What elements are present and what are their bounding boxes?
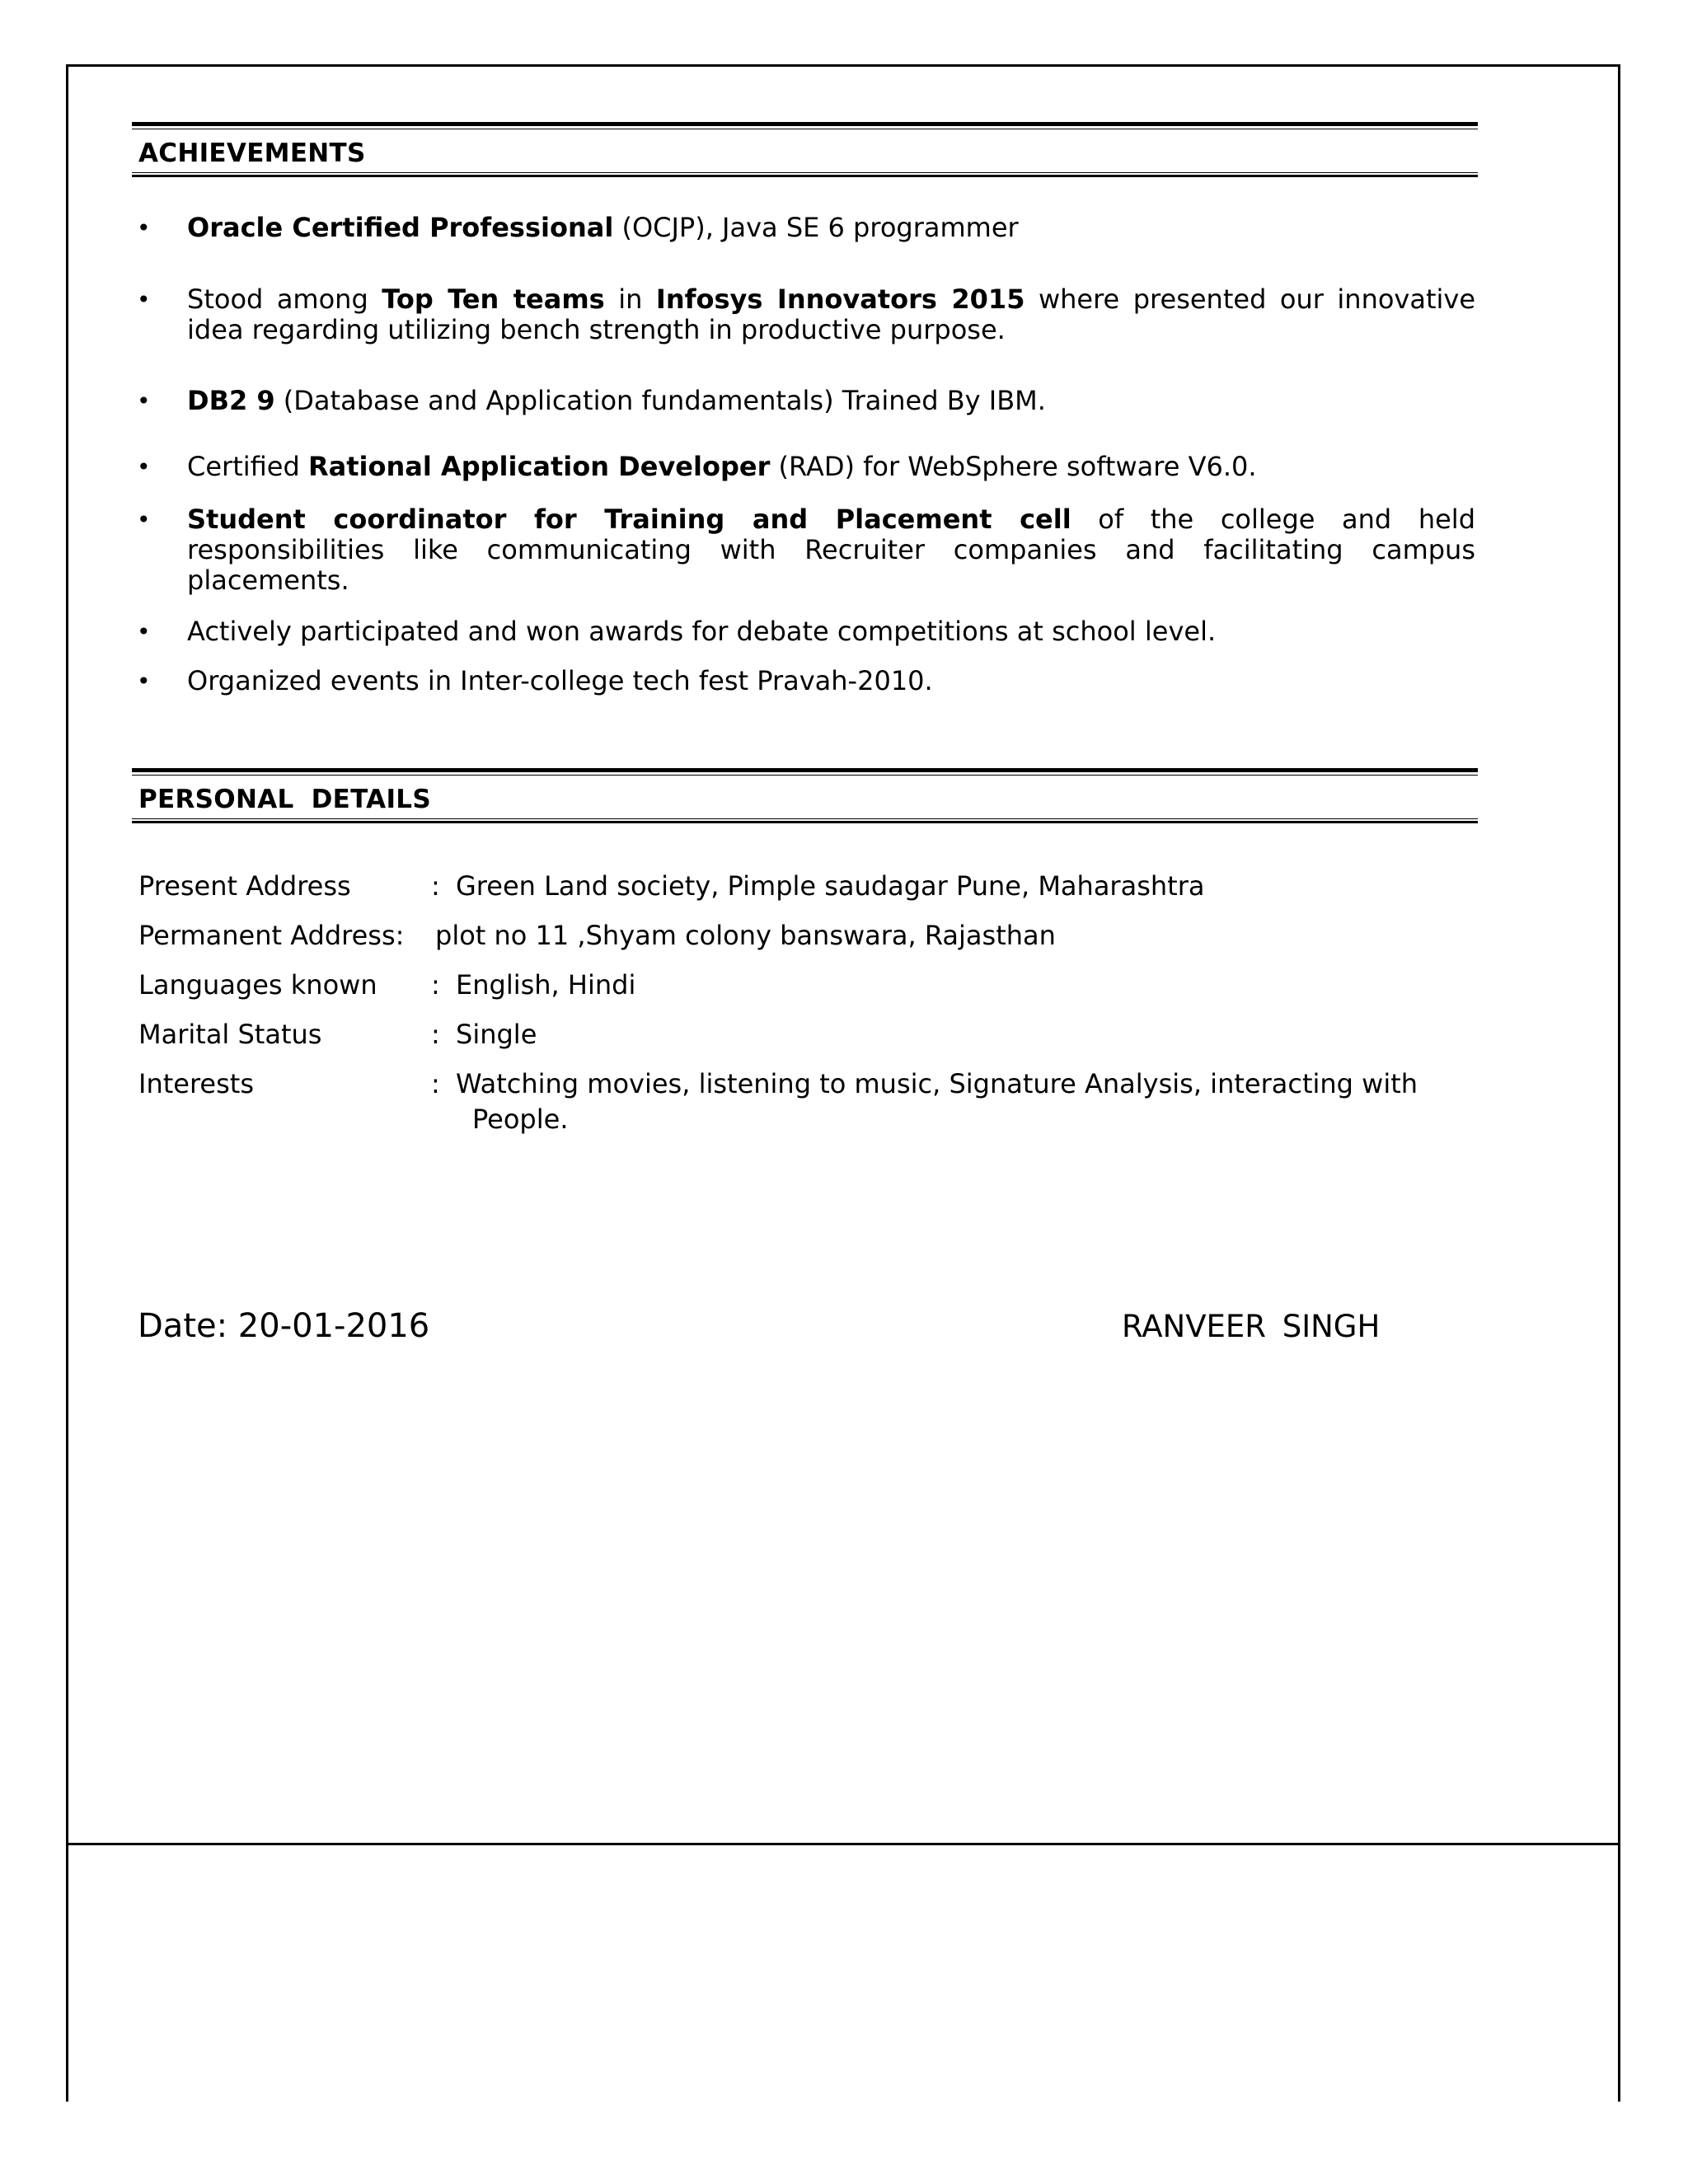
bullet-icon: •: [137, 286, 151, 313]
detail-label: Interests: [138, 1068, 254, 1099]
list-item: [132, 452, 1478, 482]
achievement-text: (OCJP), Java SE 6 programmer: [613, 212, 1019, 243]
achievement-text: where presented our innovative idea regarding utilizing bench strength in productive purpose.: [187, 284, 1476, 345]
page-frame-top: [66, 64, 1620, 67]
signature-name: RANVEER SINGH: [1122, 1309, 1381, 1344]
list-item: [132, 386, 1478, 416]
section-rule-bottom: [132, 172, 1478, 177]
detail-label: Present Address: [138, 870, 351, 902]
achievement-text: of the college and held responsibilities like communicating with Recruiter companies and facilitating campus placements.: [187, 504, 1476, 596]
detail-value: plot no 11 ,Shyam colony banswara, Rajasthan: [435, 920, 1056, 951]
list-item: [132, 616, 1478, 647]
detail-separator: :: [431, 870, 440, 902]
bullet-icon: •: [137, 453, 151, 480]
bullet-icon: •: [137, 387, 151, 415]
achievement-highlight: Student coordinator for Training and Placement cell: [187, 504, 1071, 535]
section-rule-top: [132, 768, 1478, 776]
list-item: [132, 666, 1478, 696]
page-frame-divider: [66, 1843, 1620, 1845]
list-item: [132, 213, 1478, 243]
section-rule-bottom: [132, 818, 1478, 823]
achievement-text: Certified: [187, 451, 308, 482]
detail-value: Single: [456, 1019, 537, 1050]
achievement-text: (Database and Application fundamentals) Trained By IBM.: [274, 385, 1046, 416]
achievement-text: in: [604, 284, 656, 315]
detail-value: Green Land society, Pimple saudagar Pune, Maharashtra: [456, 870, 1205, 902]
page-frame-left: [66, 64, 68, 2102]
achievement-text: (RAD) for WebSphere software V6.0.: [770, 451, 1257, 482]
detail-separator: :: [431, 969, 440, 1001]
section-rule-top: [132, 122, 1478, 129]
achievement-text: Stood among: [187, 284, 382, 315]
bullet-icon: •: [137, 618, 151, 645]
achievement-highlight: Oracle Certified Professional: [187, 212, 614, 243]
detail-separator: :: [431, 1019, 440, 1050]
detail-label: Languages known: [138, 969, 377, 1001]
bullet-icon: •: [137, 506, 151, 533]
detail-value: English, Hindi: [456, 969, 636, 1001]
signature-date: Date: 20-01-2016: [138, 1307, 430, 1345]
achievement-text: Actively participated and won awards for debate competitions at school level.: [187, 616, 1217, 647]
bullet-icon: •: [137, 668, 151, 695]
achievement-highlight: Top Ten teams: [382, 284, 605, 315]
list-item: [132, 284, 1478, 345]
achievement-highlight: DB2 9: [187, 385, 275, 416]
achievements-section: [132, 122, 1478, 696]
achievement-highlight: Rational Application Developer: [307, 451, 771, 482]
section-title: ACHIEVEMENTS: [138, 138, 366, 168]
list-item: [132, 504, 1478, 596]
section-title: PERSONAL DETAILS: [138, 785, 431, 814]
page-frame-right: [1618, 64, 1620, 2102]
achievement-text: Organized events in Inter-college tech fest Pravah-2010.: [187, 665, 933, 696]
personal-details-section: [132, 768, 1478, 1135]
detail-label: Permanent Address:: [138, 920, 405, 951]
detail-value-continued: People.: [472, 1104, 569, 1135]
bullet-icon: •: [137, 214, 151, 241]
detail-label: Marital Status: [138, 1019, 322, 1050]
detail-value: Watching movies, listening to music, Signature Analysis, interacting with: [456, 1068, 1418, 1099]
achievement-highlight: Infosys Innovators 2015: [655, 284, 1025, 315]
detail-separator: :: [431, 1068, 440, 1099]
